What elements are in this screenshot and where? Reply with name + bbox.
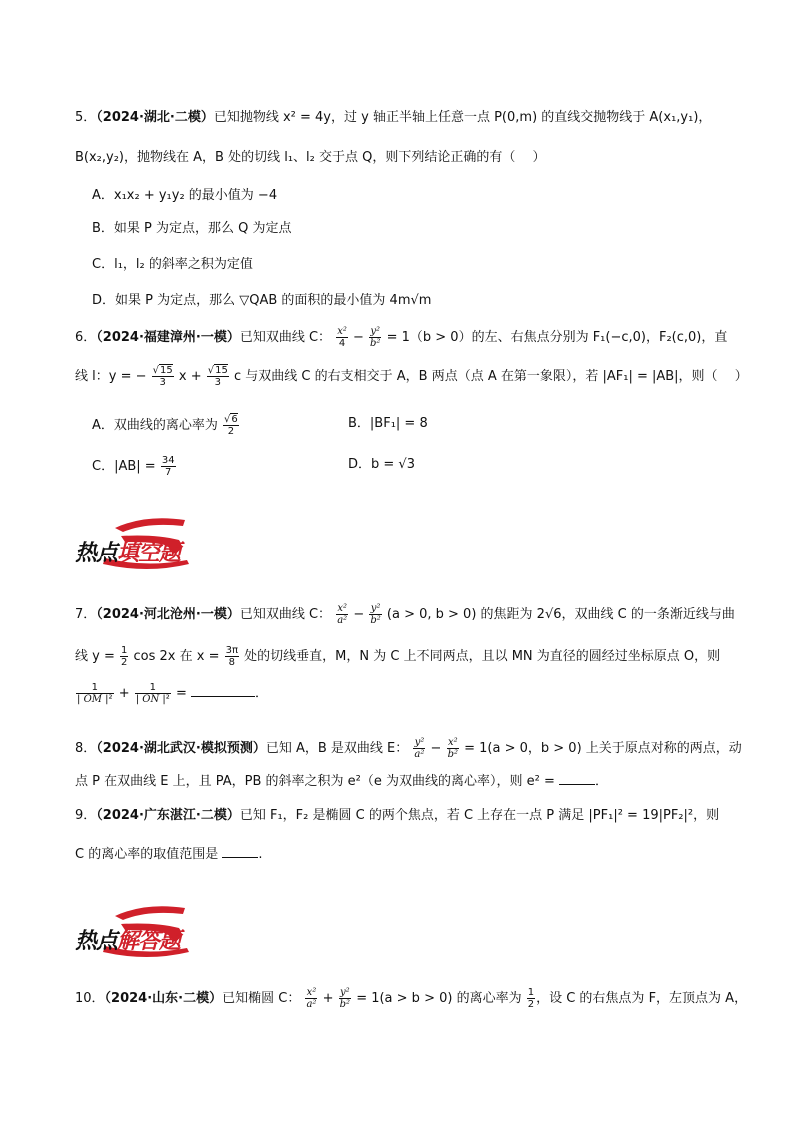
q7-frac-y2-b2: $\frac{\text{y²}}{\text{b²}}$ — [370, 603, 381, 626]
q8-answer-blank[interactable] — [559, 784, 595, 785]
q5-option-b: B．如果 P 为定点，那么 Q 为定点 — [92, 221, 292, 236]
q6-option-c — [92, 455, 177, 478]
q6-stem-2a: 线 l：y = − — [75, 369, 147, 384]
q8-frac-x2-b2: $\frac{\text{x²}}{\text{b²}}$ — [447, 737, 458, 760]
q6-frac-sqrt15-3-b: $\frac{√15}{3}$ — [207, 365, 228, 388]
q7-source: （2024·河北沧州·一模） — [96, 607, 240, 622]
badge2-red: 解答题 — [117, 929, 181, 954]
badge1-black: 热点 — [75, 541, 118, 566]
q5-line1 — [75, 108, 711, 128]
q9-line1 — [75, 806, 719, 826]
q9-stem-1: 已知 F₁，F₂ 是椭圆 C 的两个焦点，若 C 上存在一点 P 满足 |PF₁|² = 19|PF₂|²，则 — [239, 808, 720, 823]
q6-source: （2024·福建漳州·一模） — [96, 330, 240, 345]
q8-source: （2024·湖北武汉·模拟预测） — [96, 741, 266, 756]
q9-stem-2: C 的离心率的取值范围是 — [75, 847, 219, 862]
q6-frac-sqrt15-3: $\frac{√15}{3}$ — [152, 365, 173, 388]
q7-stem-2b: cos 2x 在 x = — [133, 649, 220, 664]
q9-source: （2024·广东湛江·二模） — [96, 808, 240, 823]
q7-line3: $\frac{1}{\text{| OM |²}}$ + $\frac{1}{\text{| ON |²}}$ = ． — [77, 682, 268, 705]
q7-stem-1b: (a > 0, b > 0) 的焦距为 2√6，双曲线 C 的一条渐近线与曲 — [386, 607, 735, 622]
q5-stem-1: 已知抛物线 x² = 4y，过 y 轴正半轴上任意一点 P(0,m) 的直线交抛物线于 A(x₁,y₁)， — [213, 110, 712, 125]
q6-line1: 6．（2024·福建漳州·一模）已知双曲线 C： $\frac{\text{x²}}{4}$ − $\frac{\text{y²}}{\text{b²}}$ = 1（b > 0）的左、右焦点分别为 F₁(−c,0)，F₂(c,0)，直 — [75, 326, 728, 349]
q7-line2 — [75, 645, 720, 668]
badge2-label — [75, 924, 180, 955]
q6-frac-sqrt6-2: $\frac{√6}{2}$ — [224, 414, 238, 437]
q10-number: 10． — [75, 991, 105, 1006]
q10-stem-1c: ，设 C 的右焦点为 F，左顶点为 A， — [536, 991, 748, 1006]
q6-option-c-text: C．|AB| = — [92, 459, 156, 474]
q10-frac-x2-a2: $\frac{\text{x²}}{\text{a²}}$ — [306, 987, 317, 1010]
badge2-black: 热点 — [75, 929, 118, 954]
q9-line2: C 的离心率的取值范围是 . — [75, 847, 263, 862]
q7-number: 7． — [75, 607, 97, 622]
q7-frac-1-om2: $\frac{1}{\text{| OM |²}}$ — [77, 682, 113, 705]
q6-frac-x2-4: $\frac{\text{x²}}{4}$ — [337, 326, 347, 349]
q6-stem-2c: c 与双曲线 C 的右支相交于 A，B 两点（点 A 在第一象限），若 |AF₁| = |AB|，则（ ） — [234, 369, 748, 384]
q8-line1: 8．（2024·湖北武汉·模拟预测）已知 A，B 是双曲线 E： $\frac{\text{y²}}{\text{a²}}$ − $\frac{\text{x²}}{\text{b²}}$ = 1(a > 0，b > 0) 上关于原点对称的两点，动 — [75, 737, 742, 760]
q6-option-a-text: A．双曲线的离心率为 — [92, 418, 218, 433]
q7-line1: 7．（2024·河北沧州·一模）已知双曲线 C： $\frac{\text{x²}}{\text{a²}}$ − $\frac{\text{y²}}{\text{b²}}$ (a > 0, b > 0) 的焦距为 2√6，双曲线 C 的一条渐近线与曲 — [75, 603, 735, 626]
q10-frac-1-2: $\frac{1}{2}$ — [527, 987, 535, 1010]
section-badge-fill-blank — [75, 514, 205, 570]
q6-option-a — [92, 414, 240, 437]
q7-stem-1a: 已知双曲线 C： — [239, 607, 332, 622]
q5-line2: B(x₂,y₂)，抛物线在 A，B 处的切线 l₁、l₂ 交于点 Q，则下列结论正确的有（ ） — [75, 150, 546, 165]
q5-option-d: D．如果 P 为定点，那么 ▽QAB 的面积的最小值为 4m√m — [92, 293, 432, 308]
q8-frac-y2-a2: $\frac{\text{y²}}{\text{a²}}$ — [414, 737, 425, 760]
q5-number: 5． — [75, 110, 97, 125]
q6-stem-1b: = 1（b > 0）的左、右焦点分别为 F₁(−c,0)，F₂(c,0)，直 — [386, 330, 728, 345]
q8-stem-1b: = 1(a > 0，b > 0) 上关于原点对称的两点，动 — [464, 741, 742, 756]
q6-frac-34-7: $\frac{34}{7}$ — [161, 455, 175, 478]
q7-frac-1-2: $\frac{1}{2}$ — [121, 645, 128, 668]
q5-source: （2024·湖北·二模） — [96, 110, 214, 125]
q8-line2: 点 P 在双曲线 E 上，且 PA，PB 的斜率之积为 e²（e 为双曲线的离心率），则 e² = ． — [75, 774, 609, 789]
badge1-red: 填空题 — [117, 541, 181, 566]
q6-number: 6． — [75, 330, 97, 345]
q6-option-d: D．b = √3 — [348, 457, 415, 472]
q7-frac-1-on2: $\frac{1}{\text{| ON |²}}$ — [135, 682, 170, 705]
q10-stem-1b: = 1(a > b > 0) 的离心率为 — [356, 991, 522, 1006]
q10-source: （2024·山东·二模） — [104, 991, 223, 1006]
q10-stem-1a: 已知椭圆 C： — [222, 991, 301, 1006]
q6-frac-y2-b2: $\frac{\text{y²}}{\text{b²}}$ — [370, 326, 381, 349]
q8-stem-2: 点 P 在双曲线 E 上，且 PA，PB 的斜率之积为 e²（e 为双曲线的离心率），则 e² = — [75, 774, 555, 789]
q5-option-a: A．x₁x₂ + y₁y₂ 的最小值为 −4 — [92, 188, 278, 203]
section-badge-answer — [75, 902, 205, 958]
q7-answer-blank[interactable] — [191, 696, 255, 697]
q9-number: 9． — [75, 808, 97, 823]
q7-frac-3pi-8: $\frac{3\pi}{8}$ — [225, 645, 239, 668]
q6-stem-2b: x + — [178, 369, 202, 384]
q7-stem-2c: 处的切线垂直，M，N 为 C 上不同两点，且以 MN 为直径的圆经过坐标原点 O，则 — [244, 649, 721, 664]
q5-option-c: C．l₁，l₂ 的斜率之积为定值 — [92, 257, 253, 272]
badge1-label — [75, 536, 180, 567]
q7-frac-x2-a2: $\frac{\text{x²}}{\text{a²}}$ — [337, 603, 348, 626]
q10-line1: 10．（2024·山东·二模）已知椭圆 C： $\frac{\text{x²}}{\text{a²}}$ + $\frac{\text{y²}}{\text{b²}}$ = 1(a > b > 0) 的离心率为 $\frac{1}{2}$ ，设 C 的右焦点为 F，左顶点为 A， — [75, 987, 748, 1010]
q10-frac-y2-b2: $\frac{\text{y²}}{\text{b²}}$ — [339, 987, 351, 1010]
q8-number: 8． — [75, 741, 97, 756]
q6-stem-1a: 已知双曲线 C： — [239, 330, 332, 345]
q8-stem-1a: 已知 A，B 是双曲线 E： — [265, 741, 409, 756]
q9-answer-blank[interactable] — [222, 857, 258, 858]
q6-line2 — [75, 365, 748, 388]
q6-option-b: B．|BF₁| = 8 — [348, 416, 428, 431]
q7-stem-2a: 线 y = — [75, 649, 115, 664]
